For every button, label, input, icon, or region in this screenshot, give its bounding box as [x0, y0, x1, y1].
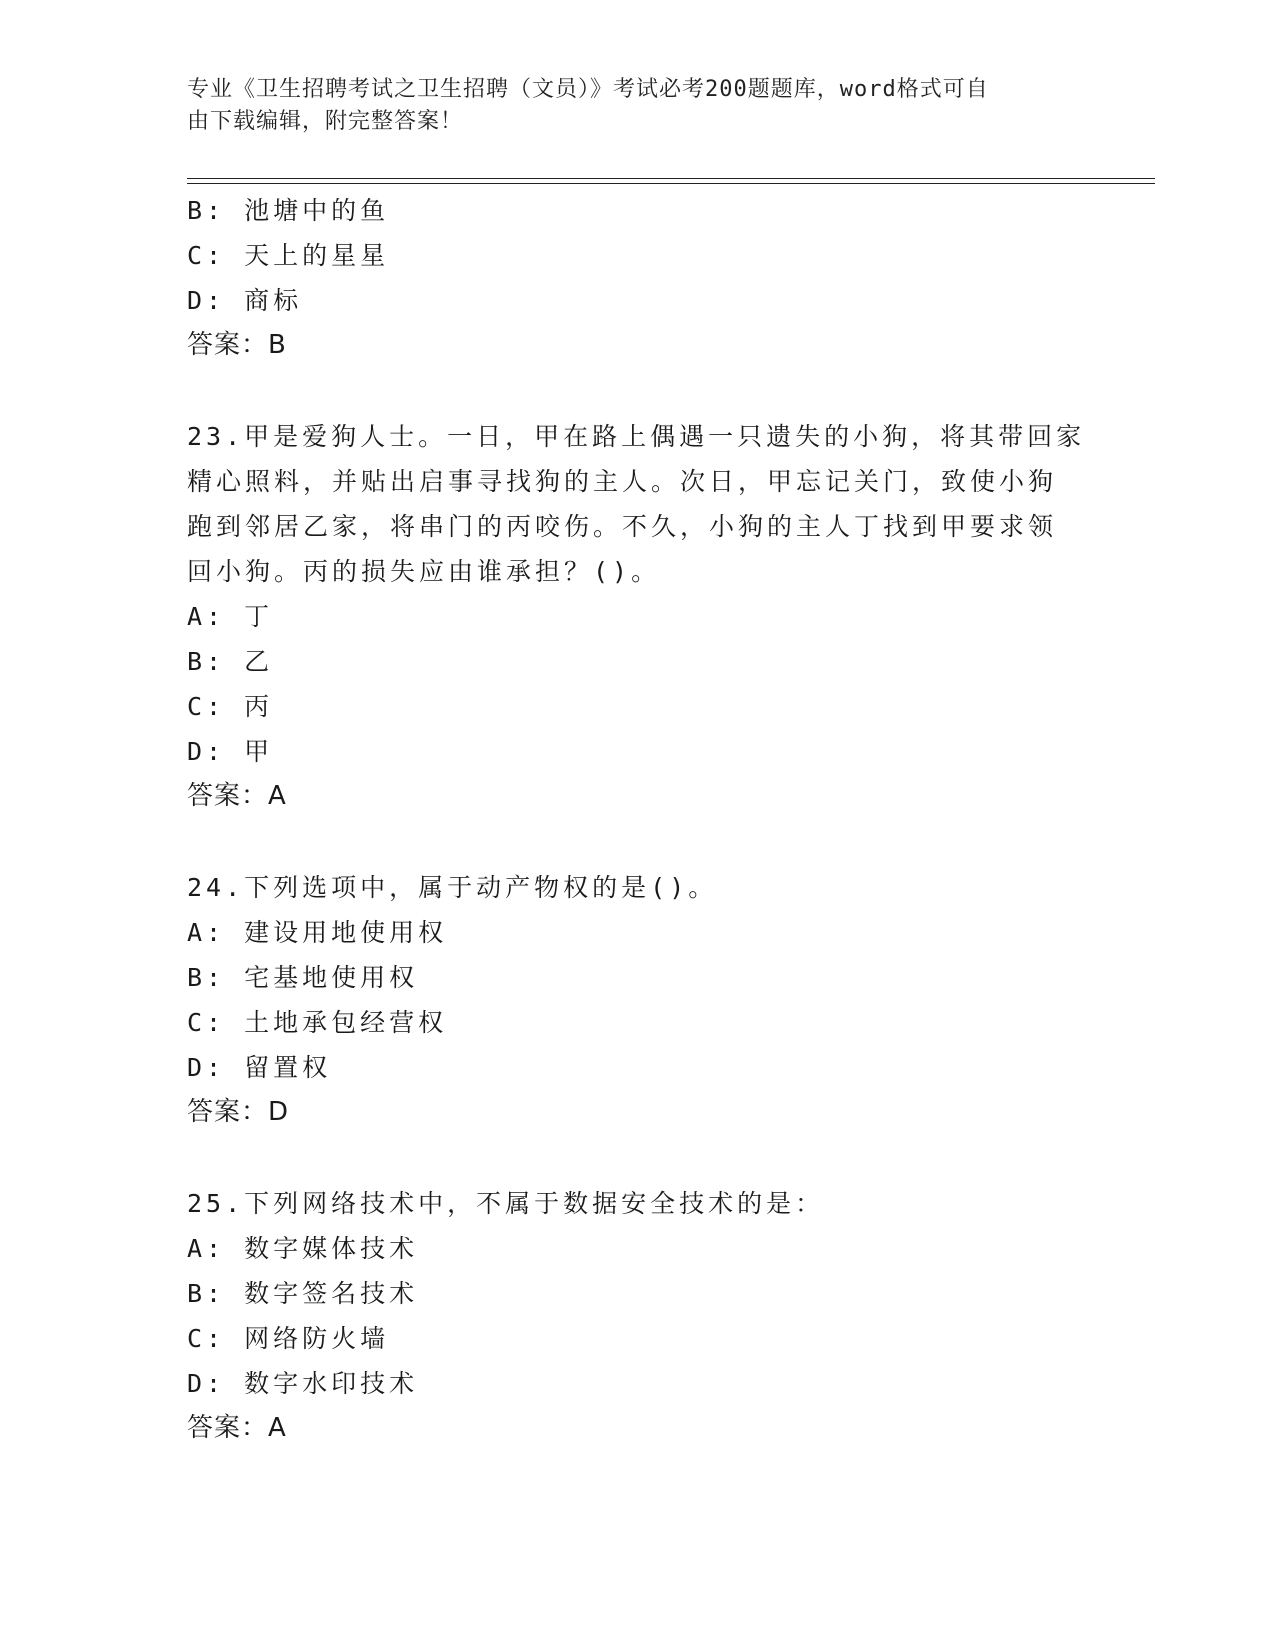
header-divider-bottom — [187, 183, 1155, 184]
header-divider-top — [187, 178, 1155, 179]
header-line-1: 专业《卫生招聘考试之卫生招聘（文员）》考试必考200题题库，word格式可自 — [187, 77, 989, 102]
question-stem: 24.下列选项中，属于动产物权的是()。 — [187, 873, 718, 902]
question-25 — [187, 1181, 1087, 1451]
header-line-2: 由下载编辑，附完整答案！ — [187, 109, 464, 134]
option-b: B: 宅基地使用权 — [187, 963, 419, 992]
option-c: C: 天上的星星 — [187, 241, 390, 270]
question-stem: 25.下列网络技术中，不属于数据安全技术的是： — [187, 1189, 825, 1218]
question-22-partial — [187, 188, 1087, 368]
option-b: B: 数字签名技术 — [187, 1279, 419, 1308]
question-24 — [187, 865, 1087, 1135]
option-d: D: 留置权 — [187, 1053, 332, 1082]
question-stem-line: 23.甲是爱狗人士。一日，甲在路上偶遇一只遗失的小狗，将其带回家 — [187, 422, 1086, 451]
option-b: B: 乙 — [187, 647, 274, 676]
spacer — [187, 819, 1087, 865]
option-a: A: 丁 — [187, 602, 274, 631]
question-list — [187, 188, 1087, 1451]
spacer — [187, 368, 1087, 414]
option-a: A: 建设用地使用权 — [187, 918, 448, 947]
option-c: C: 网络防火墙 — [187, 1324, 390, 1353]
option-d: D: 商标 — [187, 286, 303, 315]
answer-line: 答案：A — [187, 1413, 287, 1443]
option-b: B: 池塘中的鱼 — [187, 196, 390, 225]
option-c: C: 丙 — [187, 692, 274, 721]
question-stem-line: 跑到邻居乙家，将串门的丙咬伤。不久，小狗的主人丁找到甲要求领 — [187, 512, 1058, 541]
option-d: D: 甲 — [187, 737, 274, 766]
question-stem-line: 回小狗。丙的损失应由谁承担？()。 — [187, 557, 661, 586]
answer-line: 答案：B — [187, 330, 287, 360]
answer-line: 答案：A — [187, 781, 287, 811]
spacer — [187, 1135, 1087, 1181]
option-a: A: 数字媒体技术 — [187, 1234, 419, 1263]
option-c: C: 土地承包经营权 — [187, 1008, 448, 1037]
option-d: D: 数字水印技术 — [187, 1369, 419, 1398]
document-header — [187, 74, 1087, 138]
question-23 — [187, 414, 1087, 819]
question-stem-line: 精心照料，并贴出启事寻找狗的主人。次日，甲忘记关门，致使小狗 — [187, 467, 1058, 496]
answer-line: 答案：D — [187, 1097, 290, 1127]
